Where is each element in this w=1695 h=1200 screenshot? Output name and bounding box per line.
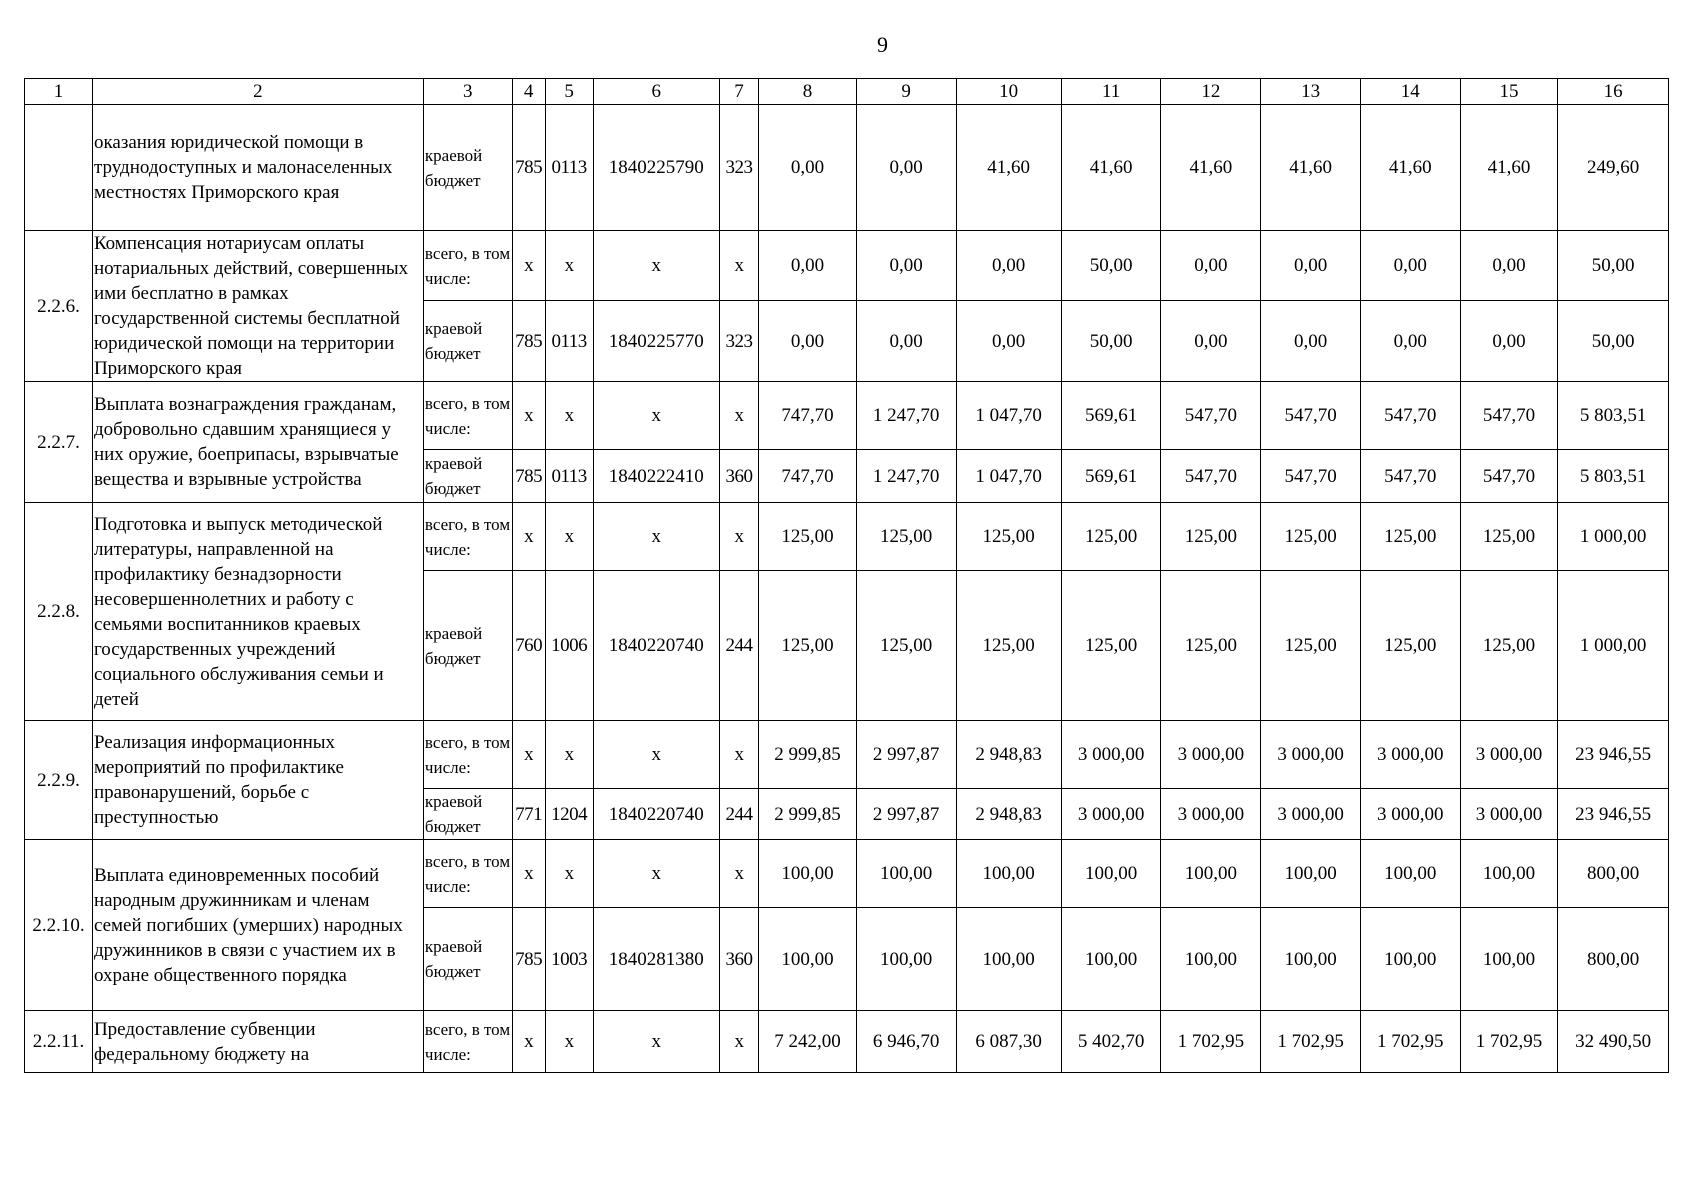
value-year: 1 702,95	[1261, 1011, 1361, 1073]
value-total: 5 803,51	[1558, 382, 1669, 450]
row-number: 2.2.10.	[25, 840, 93, 1011]
page-number: 9	[877, 32, 888, 57]
value-year: 547,70	[1460, 382, 1558, 450]
code-section: х	[545, 231, 593, 301]
row-number: 2.2.11.	[25, 1011, 93, 1073]
value-year: 50,00	[1061, 301, 1161, 382]
value-year: 0,00	[759, 231, 857, 301]
value-year: 125,00	[1061, 571, 1161, 721]
value-total: 50,00	[1558, 231, 1669, 301]
code-target: 1840225790	[593, 105, 719, 231]
header-cell: 16	[1558, 79, 1669, 105]
value-year: 0,00	[1360, 231, 1460, 301]
header-cell: 11	[1061, 79, 1161, 105]
value-year: 0,00	[956, 231, 1061, 301]
code-target: х	[593, 382, 719, 450]
code-ministry: х	[512, 721, 545, 789]
code-section: х	[545, 382, 593, 450]
value-year: 0,00	[759, 105, 857, 231]
code-target: х	[593, 1011, 719, 1073]
code-target: 1840222410	[593, 450, 719, 503]
value-year: 2 948,83	[956, 721, 1061, 789]
value-year: 100,00	[1360, 840, 1460, 908]
value-year: 7 242,00	[759, 1011, 857, 1073]
value-year: 100,00	[1061, 840, 1161, 908]
table-body	[25, 105, 1669, 1073]
value-year: 0,00	[1360, 301, 1460, 382]
value-year: 100,00	[1360, 908, 1460, 1011]
value-year: 125,00	[1261, 503, 1361, 571]
value-year: 125,00	[1360, 571, 1460, 721]
funding-source: всего, в том числе:	[423, 382, 512, 450]
value-year: 2 997,87	[856, 789, 956, 840]
value-year: 100,00	[956, 840, 1061, 908]
value-year: 3 000,00	[1061, 789, 1161, 840]
value-year: 0,00	[1460, 231, 1558, 301]
value-year: 3 000,00	[1261, 789, 1361, 840]
value-year: 3 000,00	[1161, 789, 1261, 840]
activity-name: Подготовка и выпуск методической литературы, направленной на профилактику безнадзорности несовершеннолетних и работу с семьями воспитанников краевых государственных учреждений социального обслуживания семьи и детей	[92, 503, 423, 721]
value-year: 100,00	[856, 840, 956, 908]
activity-name: оказания юридической помощи в труднодоступных и малонаселенных местностях Приморского края	[92, 105, 423, 231]
value-year: 1 702,95	[1161, 1011, 1261, 1073]
header-cell: 10	[956, 79, 1061, 105]
table-row	[25, 503, 1669, 571]
value-total: 249,60	[1558, 105, 1669, 231]
value-year: 5 402,70	[1061, 1011, 1161, 1073]
value-year: 125,00	[1061, 503, 1161, 571]
code-section: х	[545, 1011, 593, 1073]
code-target: х	[593, 721, 719, 789]
table-row	[25, 231, 1669, 301]
value-year: 547,70	[1161, 382, 1261, 450]
code-expense-type: х	[719, 231, 758, 301]
value-total: 23 946,55	[1558, 721, 1669, 789]
value-year: 41,60	[1360, 105, 1460, 231]
activity-name: Выплата единовременных пособий народным дружинникам и членам семей погибших (умерших) народных дружинников в связи с участием их в охране общественного порядка	[92, 840, 423, 1011]
value-year: 3 000,00	[1061, 721, 1161, 789]
value-year: 50,00	[1061, 231, 1161, 301]
value-year: 100,00	[956, 908, 1061, 1011]
value-year: 100,00	[856, 908, 956, 1011]
value-total: 23 946,55	[1558, 789, 1669, 840]
code-section: 0113	[545, 301, 593, 382]
code-expense-type: х	[719, 1011, 758, 1073]
value-year: 100,00	[1460, 908, 1558, 1011]
code-expense-type: 360	[719, 908, 758, 1011]
code-expense-type: х	[719, 840, 758, 908]
value-year: 1 702,95	[1360, 1011, 1460, 1073]
value-year: 1 247,70	[856, 450, 956, 503]
value-year: 41,60	[956, 105, 1061, 231]
value-year: 100,00	[1261, 908, 1361, 1011]
value-year: 547,70	[1360, 450, 1460, 503]
activity-name: Выплата вознаграждения гражданам, добровольно сдавшим хранящиеся у них оружие, боеприпасы, взрывчатые вещества и взрывные устройства	[92, 382, 423, 503]
header-cell: 15	[1460, 79, 1558, 105]
code-target: х	[593, 231, 719, 301]
value-year: 547,70	[1261, 382, 1361, 450]
header-cell: 1	[25, 79, 93, 105]
value-year: 100,00	[759, 840, 857, 908]
value-year: 125,00	[856, 503, 956, 571]
table-row	[25, 840, 1669, 908]
value-year: 125,00	[759, 503, 857, 571]
value-year: 100,00	[759, 908, 857, 1011]
value-total: 50,00	[1558, 301, 1669, 382]
value-year: 125,00	[1161, 571, 1261, 721]
code-target: 1840281380	[593, 908, 719, 1011]
value-year: 125,00	[1360, 503, 1460, 571]
value-year: 3 000,00	[1360, 789, 1460, 840]
value-year: 41,60	[1061, 105, 1161, 231]
funding-source: краевой бюджет	[423, 908, 512, 1011]
table-row	[25, 721, 1669, 789]
value-year: 569,61	[1061, 450, 1161, 503]
value-year: 125,00	[956, 503, 1061, 571]
code-ministry: х	[512, 231, 545, 301]
code-ministry: 785	[512, 908, 545, 1011]
value-year: 125,00	[956, 571, 1061, 721]
value-year: 125,00	[759, 571, 857, 721]
code-section: х	[545, 503, 593, 571]
funding-source: краевой бюджет	[423, 571, 512, 721]
value-year: 0,00	[856, 231, 956, 301]
funding-source: всего, в том числе:	[423, 1011, 512, 1073]
header-cell: 5	[545, 79, 593, 105]
value-year: 100,00	[1460, 840, 1558, 908]
value-year: 41,60	[1261, 105, 1361, 231]
code-section: 1006	[545, 571, 593, 721]
table-row	[25, 1011, 1669, 1073]
code-target: х	[593, 840, 719, 908]
value-year: 2 948,83	[956, 789, 1061, 840]
funding-source: всего, в том числе:	[423, 721, 512, 789]
value-year: 125,00	[856, 571, 956, 721]
code-section: 0113	[545, 450, 593, 503]
header-cell: 3	[423, 79, 512, 105]
funding-source: всего, в том числе:	[423, 840, 512, 908]
value-year: 2 999,85	[759, 721, 857, 789]
value-year: 2 997,87	[856, 721, 956, 789]
value-year: 0,00	[1261, 301, 1361, 382]
value-year: 100,00	[1161, 840, 1261, 908]
code-section: х	[545, 721, 593, 789]
header-cell: 14	[1360, 79, 1460, 105]
value-year: 125,00	[1161, 503, 1261, 571]
value-year: 1 047,70	[956, 450, 1061, 503]
value-total: 1 000,00	[1558, 503, 1669, 571]
row-number: 2.2.8.	[25, 503, 93, 721]
value-year: 1 047,70	[956, 382, 1061, 450]
code-expense-type: 244	[719, 789, 758, 840]
row-number: 2.2.7.	[25, 382, 93, 503]
code-target: 1840220740	[593, 789, 719, 840]
activity-name: Предоставление субвенции федеральному бюджету на	[92, 1011, 423, 1073]
code-expense-type: 360	[719, 450, 758, 503]
value-year: 747,70	[759, 382, 857, 450]
value-year: 0,00	[856, 301, 956, 382]
value-year: 41,60	[1460, 105, 1558, 231]
value-year: 100,00	[1161, 908, 1261, 1011]
funding-source: всего, в том числе:	[423, 231, 512, 301]
code-section: х	[545, 840, 593, 908]
value-year: 0,00	[1261, 231, 1361, 301]
code-expense-type: 244	[719, 571, 758, 721]
header-cell: 4	[512, 79, 545, 105]
table-row	[25, 105, 1669, 231]
row-number: 2.2.6.	[25, 231, 93, 382]
value-year: 6 087,30	[956, 1011, 1061, 1073]
code-ministry: х	[512, 503, 545, 571]
header-row	[25, 79, 1669, 105]
header-cell: 6	[593, 79, 719, 105]
code-section: 1003	[545, 908, 593, 1011]
code-expense-type: х	[719, 721, 758, 789]
value-year: 3 000,00	[1360, 721, 1460, 789]
value-year: 547,70	[1261, 450, 1361, 503]
row-number: 2.2.9.	[25, 721, 93, 840]
value-year: 3 000,00	[1261, 721, 1361, 789]
value-year: 0,00	[1460, 301, 1558, 382]
value-total: 5 803,51	[1558, 450, 1669, 503]
value-year: 0,00	[1161, 301, 1261, 382]
value-year: 100,00	[1261, 840, 1361, 908]
value-year: 569,61	[1061, 382, 1161, 450]
code-ministry: 771	[512, 789, 545, 840]
value-year: 547,70	[1161, 450, 1261, 503]
funding-source: краевой бюджет	[423, 301, 512, 382]
code-target: 1840225770	[593, 301, 719, 382]
code-ministry: 785	[512, 301, 545, 382]
header-cell: 13	[1261, 79, 1361, 105]
value-year: 6 946,70	[856, 1011, 956, 1073]
code-expense-type: 323	[719, 301, 758, 382]
activity-name: Компенсация нотариусам оплаты нотариальных действий, совершенных ими бесплатно в рамках государственной системы бесплатной юридической помощи на территории Приморского края	[92, 231, 423, 382]
code-ministry: х	[512, 840, 545, 908]
value-year: 125,00	[1460, 503, 1558, 571]
value-year: 3 000,00	[1460, 789, 1558, 840]
funding-source: краевой бюджет	[423, 789, 512, 840]
funding-source: всего, в том числе:	[423, 503, 512, 571]
activity-name: Реализация информационных мероприятий по профилактике правонарушений, борьбе с преступностью	[92, 721, 423, 840]
value-year: 125,00	[1261, 571, 1361, 721]
funding-source: краевой бюджет	[423, 450, 512, 503]
code-ministry: 785	[512, 105, 545, 231]
code-ministry: х	[512, 382, 545, 450]
code-expense-type: х	[719, 503, 758, 571]
value-year: 0,00	[1161, 231, 1261, 301]
value-year: 100,00	[1061, 908, 1161, 1011]
code-ministry: 760	[512, 571, 545, 721]
value-year: 1 247,70	[856, 382, 956, 450]
value-year: 0,00	[759, 301, 857, 382]
value-year: 547,70	[1360, 382, 1460, 450]
budget-table	[24, 78, 1669, 1073]
value-year: 3 000,00	[1460, 721, 1558, 789]
header-cell: 2	[92, 79, 423, 105]
value-total: 800,00	[1558, 840, 1669, 908]
code-expense-type: х	[719, 382, 758, 450]
table-row	[25, 382, 1669, 450]
code-section: 1204	[545, 789, 593, 840]
header-cell: 8	[759, 79, 857, 105]
code-section: 0113	[545, 105, 593, 231]
value-year: 547,70	[1460, 450, 1558, 503]
row-number	[25, 105, 93, 231]
value-year: 747,70	[759, 450, 857, 503]
value-year: 125,00	[1460, 571, 1558, 721]
code-ministry: х	[512, 1011, 545, 1073]
header-cell: 12	[1161, 79, 1261, 105]
value-total: 32 490,50	[1558, 1011, 1669, 1073]
funding-source: краевой бюджет	[423, 105, 512, 231]
value-total: 1 000,00	[1558, 571, 1669, 721]
header-cell: 7	[719, 79, 758, 105]
code-target: 1840220740	[593, 571, 719, 721]
value-year: 0,00	[856, 105, 956, 231]
code-expense-type: 323	[719, 105, 758, 231]
value-year: 41,60	[1161, 105, 1261, 231]
value-year: 2 999,85	[759, 789, 857, 840]
value-year: 3 000,00	[1161, 721, 1261, 789]
header-cell: 9	[856, 79, 956, 105]
code-target: х	[593, 503, 719, 571]
value-year: 1 702,95	[1460, 1011, 1558, 1073]
value-total: 800,00	[1558, 908, 1669, 1011]
code-ministry: 785	[512, 450, 545, 503]
value-year: 0,00	[956, 301, 1061, 382]
